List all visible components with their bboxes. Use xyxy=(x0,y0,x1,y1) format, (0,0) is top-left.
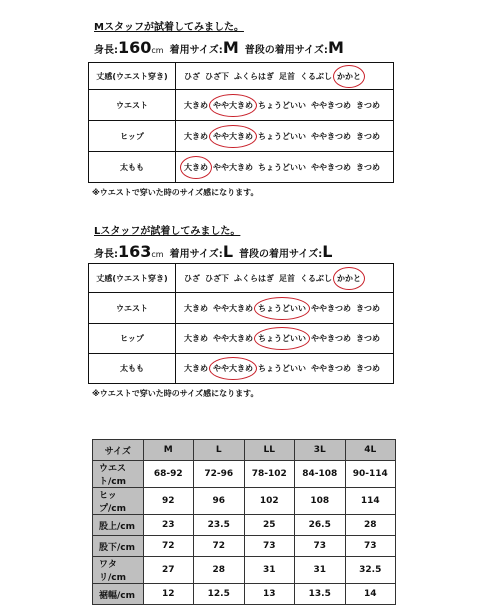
row-header-cell: 股上/cm xyxy=(93,515,144,536)
value-cell: 72-96 xyxy=(194,461,245,488)
fit-row-label: ウエスト xyxy=(89,293,176,324)
fit-options xyxy=(176,264,394,293)
value-cell: 73 xyxy=(295,536,346,557)
fit-option: きつめ xyxy=(356,131,380,141)
value-cell: 72 xyxy=(194,536,245,557)
size-table-header xyxy=(93,440,396,461)
fit-option-selected: かかと xyxy=(337,273,361,283)
value-cell: 28 xyxy=(194,557,245,584)
fit-option: 大きめ xyxy=(184,100,208,110)
fit-options xyxy=(176,90,394,121)
fit-option: ややきつめ xyxy=(311,131,351,141)
tried-size-label: 着用サイズ: xyxy=(169,45,223,56)
fit-option-selected: ちょうどいい xyxy=(258,334,306,343)
fit-row-waist xyxy=(89,293,394,324)
fit-row-hip xyxy=(89,324,394,354)
fit-options xyxy=(176,324,394,354)
fit-row-label: 太もも xyxy=(89,152,176,183)
fit-table-m xyxy=(88,62,394,183)
size-table-row xyxy=(93,557,396,584)
fit-option: ひざ下 xyxy=(205,273,229,283)
value-cell: 27 xyxy=(143,557,194,584)
value-cell: 68-92 xyxy=(143,461,194,488)
size-table-row xyxy=(93,488,396,515)
fit-option: ふくらはぎ xyxy=(234,71,274,81)
fit-option-selected: かかと xyxy=(337,71,361,81)
fit-option: きつめ xyxy=(356,100,380,110)
fit-option: ちょうどいい xyxy=(258,162,306,172)
fit-option: やや大きめ xyxy=(213,334,253,343)
fit-option: ひざ xyxy=(184,71,200,81)
fit-option: ちょうどいい xyxy=(258,364,306,373)
usual-size-label: 普段の着用サイズ: xyxy=(239,249,323,260)
header-cell: 4L xyxy=(345,440,396,461)
value-cell: 32.5 xyxy=(345,557,396,584)
fit-row-label: 丈感(ウエスト穿き) xyxy=(89,264,176,293)
fit-row-thigh xyxy=(89,354,394,384)
fit-option: 大きめ xyxy=(184,364,208,373)
usual-size-label: 普段の着用サイズ: xyxy=(244,45,328,56)
usual-size-value: L xyxy=(322,242,333,261)
size-table-row xyxy=(93,515,396,536)
header-cell: LL xyxy=(244,440,295,461)
section-l-title: Lスタッフが試着してみました。 xyxy=(94,226,241,237)
header-cell: 3L xyxy=(295,440,346,461)
value-cell: 28 xyxy=(345,515,396,536)
fit-option: ひざ下 xyxy=(205,71,229,81)
fit-option: ややきつめ xyxy=(311,100,351,110)
fit-option: きつめ xyxy=(356,162,380,172)
value-cell: 84-108 xyxy=(295,461,346,488)
value-cell: 25 xyxy=(244,515,295,536)
section-m-meta xyxy=(94,38,344,57)
fit-option: ややきつめ xyxy=(311,303,351,313)
fit-option: きつめ xyxy=(356,364,380,373)
fit-option-selected: ちょうどいい xyxy=(258,303,306,313)
fit-option: ややきつめ xyxy=(311,334,351,343)
row-header-cell: 股下/cm xyxy=(93,536,144,557)
height-value: 160 xyxy=(118,38,152,57)
value-cell: 12 xyxy=(143,584,194,605)
fit-options xyxy=(176,293,394,324)
fit-row-label: ヒップ xyxy=(89,324,176,354)
usual-size-value: M xyxy=(327,38,344,57)
fit-option: きつめ xyxy=(356,303,380,313)
fit-option: ややきつめ xyxy=(311,162,351,172)
value-cell: 92 xyxy=(143,488,194,515)
value-cell: 114 xyxy=(345,488,396,515)
value-cell: 23 xyxy=(143,515,194,536)
row-header-cell: ヒップ/cm xyxy=(93,488,144,515)
fit-option: 大きめ xyxy=(184,334,208,343)
fit-row-label: 丈感(ウエスト穿き) xyxy=(89,63,176,90)
row-header-cell: 裾幅/cm xyxy=(93,584,144,605)
fit-option: ひざ xyxy=(184,273,200,283)
section-m-note: ※ウエストで穿いた時のサイズ感になります。 xyxy=(92,188,259,197)
fit-option: やや大きめ xyxy=(213,303,253,313)
fit-option: やや大きめ xyxy=(213,162,253,172)
height-unit: cm xyxy=(151,46,164,55)
height-unit: cm xyxy=(151,250,164,259)
fit-option: きつめ xyxy=(356,334,380,343)
fit-row-label: 太もも xyxy=(89,354,176,384)
fit-row-waist xyxy=(89,90,394,121)
value-cell: 102 xyxy=(244,488,295,515)
section-l-meta xyxy=(94,242,332,261)
value-cell: 13.5 xyxy=(295,584,346,605)
fit-option: 足首 xyxy=(279,273,295,283)
header-cell: L xyxy=(194,440,245,461)
fit-option-selected: 大きめ xyxy=(184,162,208,172)
value-cell: 31 xyxy=(295,557,346,584)
fit-row-label: ヒップ xyxy=(89,121,176,152)
fit-table-l xyxy=(88,263,394,384)
value-cell: 78-102 xyxy=(244,461,295,488)
fit-options xyxy=(176,63,394,90)
row-header-cell: ワタリ/cm xyxy=(93,557,144,584)
height-value: 163 xyxy=(118,242,152,261)
value-cell: 26.5 xyxy=(295,515,346,536)
value-cell: 14 xyxy=(345,584,396,605)
fit-option: ややきつめ xyxy=(311,364,351,373)
size-table-row xyxy=(93,536,396,557)
height-label: 身長: xyxy=(94,249,118,260)
section-m-title: Mスタッフが試着してみました。 xyxy=(94,22,244,33)
value-cell: 23.5 xyxy=(194,515,245,536)
tried-size-value: M xyxy=(222,38,239,57)
fit-row-label: ウエスト xyxy=(89,90,176,121)
fit-row-thigh xyxy=(89,152,394,183)
value-cell: 13 xyxy=(244,584,295,605)
fit-option: くるぶし xyxy=(300,71,332,81)
fit-option-selected: やや大きめ xyxy=(213,131,253,141)
fit-option-selected: やや大きめ xyxy=(213,364,253,373)
value-cell: 73 xyxy=(244,536,295,557)
fit-option: 大きめ xyxy=(184,131,208,141)
fit-row-length xyxy=(89,63,394,90)
fit-options xyxy=(176,121,394,152)
fit-option: くるぶし xyxy=(300,273,332,283)
fit-option-selected: やや大きめ xyxy=(213,100,253,110)
fit-option: ちょうどいい xyxy=(258,100,306,110)
section-l-note: ※ウエストで穿いた時のサイズ感になります。 xyxy=(92,389,259,398)
row-header-cell: ウエスト/cm xyxy=(93,461,144,488)
value-cell: 108 xyxy=(295,488,346,515)
fit-option: ちょうどいい xyxy=(258,131,306,141)
tried-size-label: 着用サイズ: xyxy=(169,249,223,260)
header-cell: サイズ xyxy=(93,440,144,461)
size-table xyxy=(92,439,396,605)
value-cell: 90-114 xyxy=(345,461,396,488)
size-table-row xyxy=(93,584,396,605)
value-cell: 12.5 xyxy=(194,584,245,605)
fit-option: 足首 xyxy=(279,71,295,81)
value-cell: 73 xyxy=(345,536,396,557)
fit-row-length xyxy=(89,264,394,293)
size-table-row xyxy=(93,461,396,488)
height-label: 身長: xyxy=(94,45,118,56)
value-cell: 31 xyxy=(244,557,295,584)
value-cell: 72 xyxy=(143,536,194,557)
tried-size-value: L xyxy=(222,242,234,261)
fit-row-hip xyxy=(89,121,394,152)
value-cell: 96 xyxy=(194,488,245,515)
fit-option: ふくらはぎ xyxy=(234,273,274,283)
fit-option: 大きめ xyxy=(184,303,208,313)
header-cell: M xyxy=(143,440,194,461)
fit-options xyxy=(176,354,394,384)
fit-options xyxy=(176,152,394,183)
